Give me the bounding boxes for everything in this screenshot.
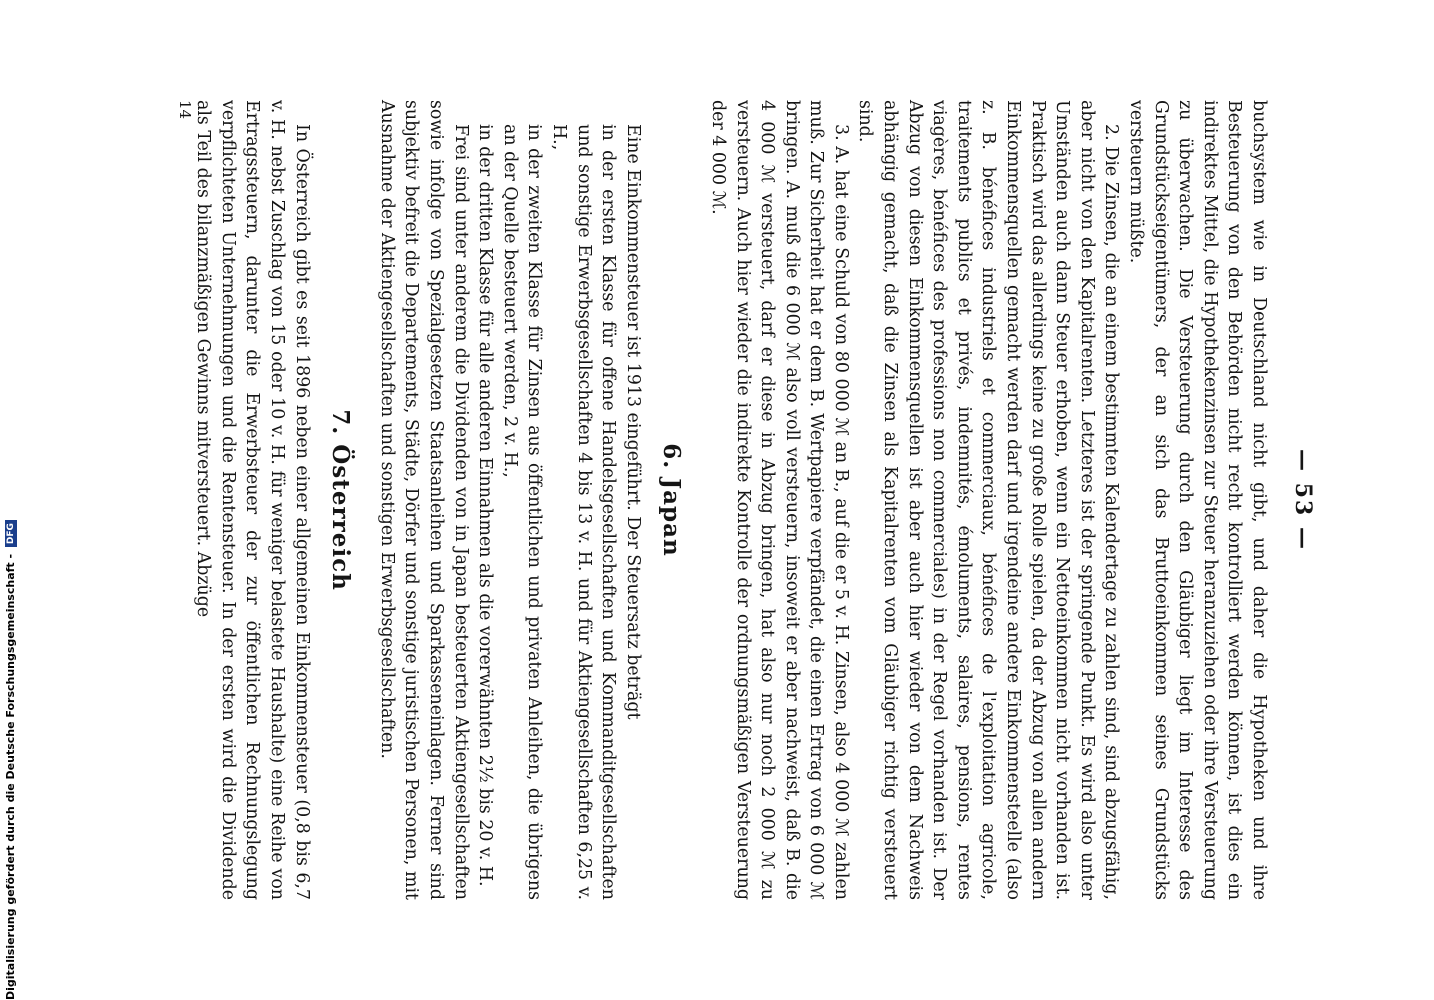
austria-text: In Österreich gibt es seit 1896 neben einer allgemeinen Einkommensteuer (0,8 bis 6,7 v. H. nebst Zuschlag von 15 oder 10 v. H. für weniger belastete Haushalte) eine Reihe von Ertragssteuern, darunter die Erwerbsteuer der zur öffentlichen Rechnungslegung verpflichteten Unternehmungen und die Rentensteuer. In der ersten wird die Dividende als Teil des bilanzmäßigen Gewinns mitversteuert. Abzüge (193, 100, 312, 900)
japan-intro: Eine Einkommensteuer ist 1913 eingeführt. Der Steuersatz beträgt (622, 124, 643, 720)
section-heading-austria: 7. Österreich (327, 409, 355, 591)
scanned-page (165, 0, 1315, 1000)
page-number: — 53 — (1290, 449, 1316, 551)
printer-signature: 14 (176, 100, 194, 120)
japan-class-2: in der zweiten Klasse für Zinsen aus öffentlichen und privaten Anleihen, die übrigens an der Quelle besteuert werden, 2 v. H., (499, 124, 545, 900)
paragraph-point-3: 3. A. hat eine Schuld von 80 000 ℳ an B., auf die er 5 v. H. Zinsen, also 4 000 ℳ zahlen muß. Zur Sicherheit hat er dem B. Wertpapiere verpfändet, die einen Ertrag von 6 000 ℳ bringen. A. muß die 6 000 ℳ also voll versteuern, insoweit er aber nachweist, daß B. die 4 000 ℳ versteuert, darf er diese in Abzug bringen, hat also nur noch 2 000 ℳ zu versteuern. Auch hier wieder die indirekte Kontrolle der ordnungsmäßigen Versteuerung der 4 000 ℳ. (707, 100, 851, 900)
paragraph-continuation: buchsystem wie in Deutschland nicht gibt, und daher die Hypotheken und ihre Besteuerung von den Behörden nicht recht kontrolliert werden können, ist dies ein indirektes Mittel, die Hypothekenzinsen zur Steuer heranzuziehen oder ihre Versteuerung zu überwachen. Die Versteuerung durch den Gläubiger liegt im Interesse des Grundstückseigentümers, der an sich das Bruttoeinkommen seines Grundstücks versteuern müßte. (1126, 100, 1269, 900)
section-heading-japan: 6. Japan (658, 443, 686, 557)
digitization-credit (0, 0, 20, 1000)
japan-exemptions: Frei sind unter anderem die Dividenden von in Japan besteuerten Aktiengesellschaften sowie infolge von Spezialgesetzen Staatsanleihen und Sparkasseneinlagen. Ferner sind subjektiv befreit die Departements, Städte, Dörfer und sonstige juristischen Personen, mit Ausnahme der Aktiengesellschaften und sonstigen Erwerbsgesellschaften. (376, 100, 471, 900)
body-text (191, 100, 1271, 900)
paragraph-point-2: 2. Die Zinsen, die an einem bestimmten Kalendertage zu zahlen sind, sind abzugsfähig, aber nicht von den Kapitalrenten. Letzteres ist der springende Punkt. Es wird also unter Umständen auch dann Steuer erhoben, wenn ein Nettoeinkommen nicht vorhanden ist. Praktisch wird das allerdings keine zu große Rolle spielen, da der Abzug von allen andern Einkommensquellen gemacht werden darf und irgendeine andere Einkommensteelle (also z. B. bénéfices industriels et commerciaux, bénéfices de l'exploitation agricole, traitements publics et privés, indemnités, émoluments, salaires, pensions, rentes viagères, bénéfices des professions non commerciales) in der Regel vorhanden ist. Der Abzug von diesen Einkommensquellen ist aber auch hier wieder von dem Nachweis abhängig gemacht, daß die Zinsen als Kapitalrenten vom Gläubiger richtig versteuert sind. (855, 100, 1122, 900)
credit-text: Digitalisierung gefördert durch die Deutsche Forschungsgemeinschaft - (4, 553, 17, 1000)
dfg-logo: DFG (5, 520, 17, 547)
japan-class-1: in der ersten Klasse für offene Handelsgesellschaften und Kommanditgesellschaften und sonstige Erwerbsgesellschaften 4 bis 13 v. H. und für Aktiengesellschaften 6,25 v. H., (548, 124, 619, 900)
page-content-rotated (165, 0, 1315, 1000)
japan-class-3: in der dritten Klasse für alle anderen Einnahmen als die vorerwähnten 2½ bis 20 v. H. (475, 124, 496, 887)
